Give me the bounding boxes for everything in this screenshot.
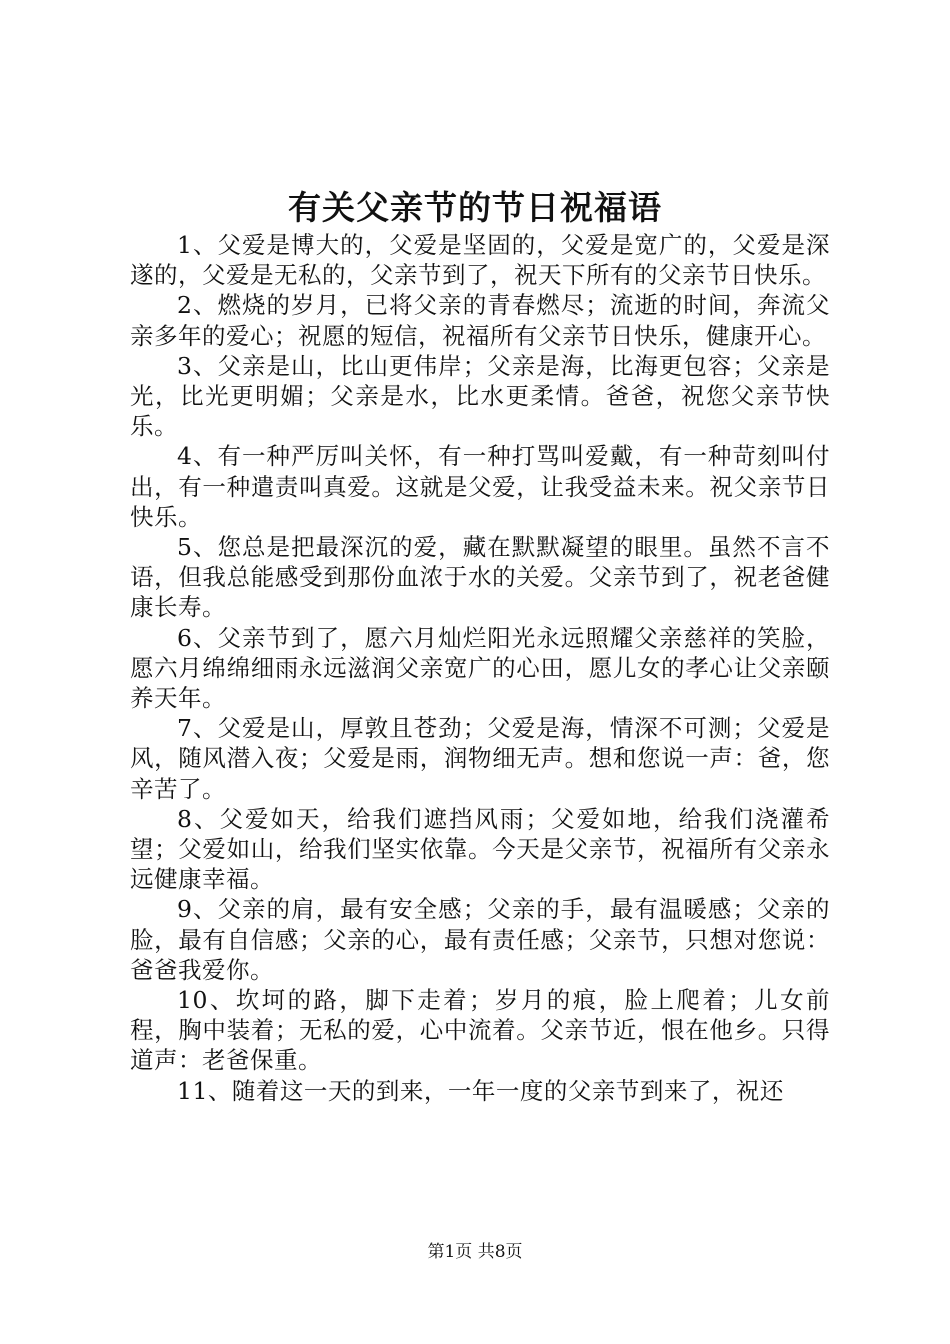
paragraph-3: 3、父亲是山，比山更伟岸；父亲是海，比海更包容；父亲是光，比光更明媚；父亲是水，比水更柔情。爸爸，祝您父亲节快乐。 [130, 351, 830, 441]
paragraph-5: 5、您总是把最深沉的爱，藏在默默凝望的眼里。虽然不言不语，但我总能感受到那份血浓于水的关爱。父亲节到了，祝老爸健康长寿。 [130, 533, 830, 622]
paragraph-7: 7、父爱是山，厚敦且苍劲；父爱是海，情深不可测；父爱是风，随风潜入夜；父爱是雨，润物细无声。想和您说一声：爸，您辛苦了。 [130, 714, 830, 803]
paragraph-8: 8、父爱如天，给我们遮挡风雨；父爱如地，给我们浇灌希望；父爱如山，给我们坚实依靠。今天是父亲节，祝福所有父亲永远健康幸福。 [130, 804, 830, 894]
document-title: 有关父亲节的节日祝福语 [288, 188, 662, 227]
paragraph-4: 4、有一种严厉叫关怀，有一种打骂叫爱戴，有一种苛刻叫付出，有一种遣责叫真爱。这就是父爱，让我受益未来。祝父亲节日快乐。 [130, 442, 830, 531]
paragraph-1: 1、父爱是博大的，父爱是坚固的，父爱是宽广的，父爱是深遂的，父爱是无私的，父亲节到了，祝天下所有的父亲节日快乐。 [130, 231, 830, 290]
paragraph-6: 6、父亲节到了，愿六月灿烂阳光永远照耀父亲慈祥的笑脸，愿六月绵绵细雨永远滋润父亲宽广的心田，愿儿女的孝心让父亲颐养天年。 [130, 623, 830, 713]
paragraph-2: 2、燃烧的岁月，已将父亲的青春燃尽；流逝的时间，奔流父亲多年的爱心；祝愿的短信，祝福所有父亲节日快乐，健康开心。 [130, 291, 830, 350]
paragraph-10: 10、坎坷的路，脚下走着；岁月的痕，脸上爬着；儿女前程，胸中装着；无私的爱，心中流着。父亲节近，恨在他乡。只得道声：老爸保重。 [130, 986, 830, 1075]
page-number-footer: 第1页 共8页 [427, 1242, 523, 1262]
paragraph-11: 11、随着这一天的到来，一年一度的父亲节到来了，祝还 [177, 1076, 784, 1105]
document-body [130, 230, 830, 1106]
paragraph-9: 9、父亲的肩，最有安全感；父亲的手，最有温暖感；父亲的脸，最有自信感；父亲的心，最有责任感；父亲节，只想对您说：爸爸我爱你。 [130, 895, 830, 984]
